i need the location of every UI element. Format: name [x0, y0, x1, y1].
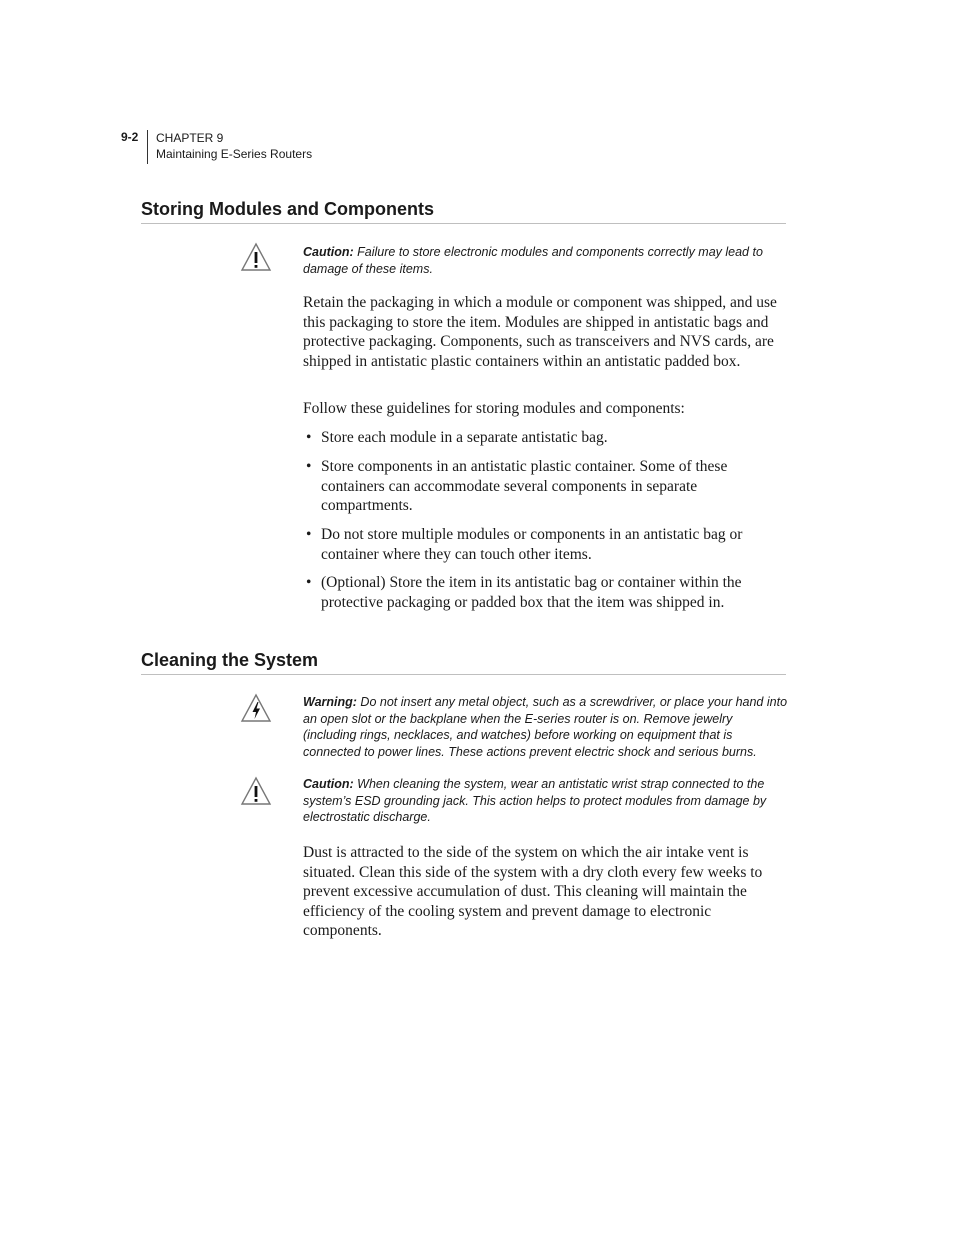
caution-label: Caution: — [303, 777, 354, 791]
caution-text: Failure to store electronic modules and components correctly may lead to damage of these items. — [303, 245, 763, 276]
caution-icon — [240, 776, 272, 806]
electric-warning-icon — [240, 693, 272, 723]
caution-notice — [303, 244, 787, 277]
section-title-cleaning: Cleaning the System — [141, 650, 319, 670]
chapter-title: Maintaining E-Series Routers — [156, 147, 313, 161]
body-paragraph: Follow these guidelines for storing modules and components: — [303, 400, 685, 417]
warning-label: Warning: — [303, 695, 357, 709]
body-paragraph: Dust is attracted to the side of the system on which the air intake vent is situated. Clean this side of the system with a dry cloth every few weeks to prevent excessive accumulation of dust. This cleaning will maintain the efficiency of the cooling system and prevent damage to electronic components. — [303, 844, 763, 939]
page-number: 9-2 — [121, 130, 139, 144]
caution-notice — [303, 776, 787, 826]
chapter-label: CHAPTER 9 — [156, 131, 224, 145]
body-paragraph: Retain the packaging in which a module or component was shipped, and use this packaging to store the item. Modules are shipped in antistatic bags and protective packaging. Components, such as transceivers and NVS cards, are shipped in antistatic plastic containers within an antistatic padded box. — [303, 294, 777, 370]
caution-label: Caution: — [303, 245, 354, 259]
section-rule — [141, 674, 786, 675]
list-item: • Store each module in a separate antistatic bag. — [306, 429, 608, 446]
header-divider — [147, 130, 148, 164]
warning-notice — [303, 694, 787, 760]
list-item: • Do not store multiple modules or components in an antistatic bag or container where they can touch other items. — [306, 526, 743, 563]
section-rule — [141, 223, 786, 224]
caution-text: When cleaning the system, wear an antistatic wrist strap connected to the system’s ESD grounding jack. This action helps to protect modules from damage by electrostatic discharge. — [303, 777, 767, 824]
section-title-storing: Storing Modules and Components — [141, 199, 434, 219]
list-item: • Store components in an antistatic plastic container. Some of these containers can accommodate several components in separate compartments. — [306, 458, 728, 514]
chapter-heading — [156, 130, 312, 162]
warning-text: Do not insert any metal object, such as a screwdriver, or place your hand into an open slot or the backplane when the E-series router is on. Remove jewelry (including rings, necklaces, and watches) before working on equipment that is connected to power lines. These actions prevent electric shock and serious burns. — [303, 695, 788, 759]
caution-icon — [240, 242, 272, 272]
list-item: • (Optional) Store the item in its antistatic bag or container within the protective packaging or padded box that the item was shipped in. — [306, 574, 742, 611]
